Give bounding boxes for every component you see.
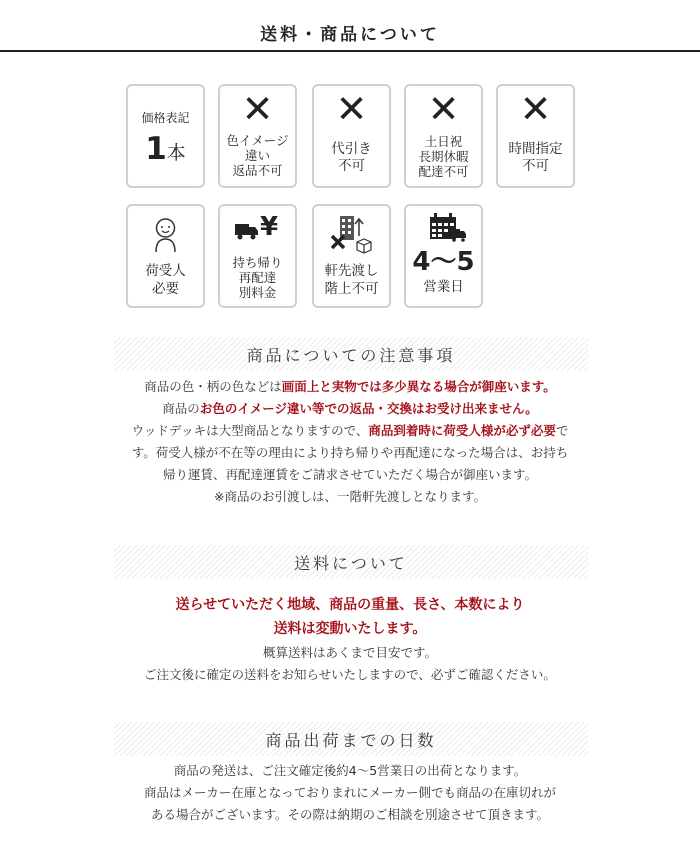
shipping-heading-band bbox=[114, 545, 588, 579]
notice-line-3 bbox=[90, 420, 610, 442]
cross-icon: ✕ bbox=[335, 87, 368, 131]
building-cross-icon bbox=[314, 214, 389, 254]
shipping-line-1: 概算送料はあくまで目安です。 bbox=[262, 645, 437, 660]
card-label: 色イメージ 違い 返品不可 bbox=[226, 133, 289, 178]
price-label: 価格表記 bbox=[141, 111, 190, 125]
days-heading: 商品出荷までの日数 bbox=[265, 731, 437, 750]
notice-line-3a: ウッドデッキは大型商品となりますので、 bbox=[131, 423, 369, 438]
card-label: 代引き 不可 bbox=[331, 141, 372, 174]
cross-icon: ✕ bbox=[241, 87, 274, 131]
card-label: 持ち帰り 再配達 別料金 bbox=[232, 255, 283, 300]
notice-line-5: 帰り運賃、再配達運賃をご請求させていただく場合が御座います。 bbox=[162, 467, 537, 482]
redelivery-card bbox=[218, 204, 297, 308]
calendar-truck-icon bbox=[406, 210, 481, 250]
shipping-heading: 送料について bbox=[294, 554, 408, 573]
person-icon bbox=[128, 214, 203, 254]
card-label: 荷受人 必要 bbox=[145, 263, 186, 297]
notice-line-4: す。荷受人様が不在等の理由により持ち帰りや再配達になった場合は、お持ち bbox=[131, 445, 569, 460]
page-title: 送料・商品について bbox=[260, 25, 440, 45]
days-range: 4〜5 bbox=[412, 247, 475, 277]
notice-heading: 商品についての注意事項 bbox=[246, 346, 456, 365]
shipping-line-2: ご注文後に確定の送料をお知らせいたしますので、必ずご確認ください。 bbox=[144, 667, 556, 682]
price-unit-label: 本 bbox=[166, 142, 186, 164]
card-label: 軒先渡し 階上不可 bbox=[324, 263, 379, 297]
notice-line-1a: 商品の色・柄の色などは bbox=[144, 379, 282, 394]
price-unit bbox=[128, 132, 203, 171]
notice-line-3b: 商品到着時に荷受人様が必ず必要 bbox=[368, 423, 556, 438]
price-notation-card bbox=[126, 84, 205, 188]
shipping-warning-line-1: 送らせていただく地域、商品の重量、長さ、本数により bbox=[175, 597, 525, 613]
color-return-card bbox=[218, 84, 297, 188]
days-heading-band bbox=[114, 722, 588, 756]
card-label: 土日祝 長期休暇 配達不可 bbox=[418, 134, 469, 179]
cod-card bbox=[312, 84, 391, 188]
notice-line-1 bbox=[90, 376, 610, 398]
receiver-card bbox=[126, 204, 205, 308]
notice-line-1b: 画面上と実物では多少異なる場合が御座います。 bbox=[281, 379, 556, 394]
notice-line-3c: で bbox=[555, 423, 569, 438]
business-days-card bbox=[404, 204, 483, 308]
notice-line-2a: 商品の bbox=[162, 401, 200, 416]
notice-line-2b: お色のイメージ違い等での返品・交換はお受け出来ません。 bbox=[199, 401, 538, 416]
shipping-text bbox=[90, 642, 610, 686]
notice-line-2 bbox=[90, 398, 610, 420]
time-spec-card bbox=[496, 84, 575, 188]
shipping-warning bbox=[90, 593, 610, 641]
days-text bbox=[90, 760, 610, 826]
title-bar bbox=[0, 0, 700, 52]
card-label: 営業日 bbox=[423, 279, 464, 295]
days-line-3: ある場合がございます。その際は納期のご相談を別途させて頂きます。 bbox=[150, 807, 549, 822]
cross-icon: ✕ bbox=[427, 87, 460, 131]
notice-text bbox=[90, 376, 610, 508]
notice-heading-band bbox=[114, 337, 588, 371]
doorstep-card bbox=[312, 204, 391, 308]
price-number: 1 bbox=[145, 131, 167, 167]
card-label: 時間指定 不可 bbox=[508, 141, 563, 174]
notice-line-6: ※商品のお引渡しは、一階軒先渡しとなります。 bbox=[214, 489, 486, 504]
yen-icon: ¥ bbox=[260, 212, 279, 242]
truck-icon bbox=[234, 218, 260, 244]
shipping-warning-line-2: 送料は変動いたします。 bbox=[273, 621, 427, 637]
holiday-card bbox=[404, 84, 483, 188]
days-line-2: 商品はメーカー在庫となっておりまれにメーカー側でも商品の在庫切れが bbox=[143, 785, 556, 800]
cross-icon: ✕ bbox=[519, 87, 552, 131]
days-line-1: 商品の発送は、ご注文確定後約4〜5営業日の出荷となります。 bbox=[173, 763, 527, 778]
